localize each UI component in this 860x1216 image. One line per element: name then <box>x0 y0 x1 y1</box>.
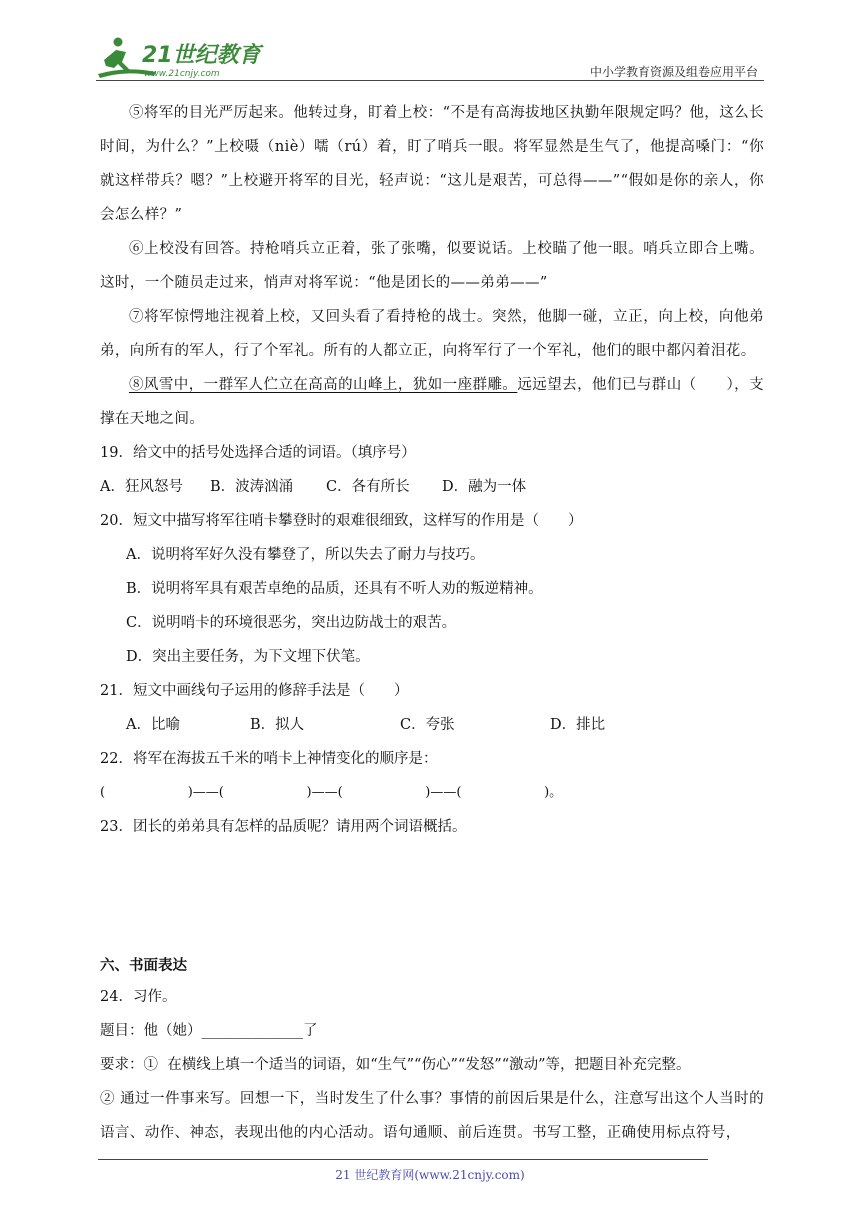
q19-option-a: A．狂风怒号 <box>100 479 183 495</box>
header-platform-text: 中小学教育资源及组卷应用平台 <box>589 65 758 79</box>
page-header <box>96 30 764 80</box>
q20-option-c: C．说明哨卡的环境很恶劣，突出边防战士的艰苦。 <box>126 615 457 631</box>
q19-option-c: C．各有所长 <box>326 479 410 495</box>
question-22: 22．将军在海拔五千米的哨卡上神情变化的顺序是： <box>100 751 438 767</box>
q21-option-a: A．比喻 <box>126 717 180 733</box>
q19-option-d: D．融为一体 <box>442 479 527 495</box>
header-divider <box>96 80 764 81</box>
requirement-2: ② 通过一件事来写。回想一下，当时发生了什么事？事情的前因后果是什么，注意写出这个人当时的语言、动作、神态，表现出他的内心活动。语句通顺、前后连贯。书写工整，正确使用标点符号， <box>100 1091 764 1141</box>
q21-option-b: B．拟人 <box>250 717 305 733</box>
passage-p7: ⑦将军惊愕地注视着上校，又回头看了看持枪的战士。突然，他脚一碰，立正，向上校，向他弟弟，向所有的军人，行了个军礼。所有的人都立正，向将军行了一个军礼，他们的眼中都闪着泪花。 <box>100 309 764 359</box>
q19-option-b: B．波涛汹涌 <box>210 479 294 495</box>
question-21: 21．短文中画线句子运用的修辞手法是（ ） <box>100 683 409 699</box>
main-content <box>100 96 764 844</box>
essay-topic: 题目：他（她）______________了 <box>100 1023 318 1039</box>
footer-divider <box>98 1159 708 1160</box>
q21-options <box>100 708 764 742</box>
logo-url: www.21cnjy.com <box>144 69 220 79</box>
passage-p6: ⑥上校没有回答。持枪哨兵立正着，张了张嘴，似要说话。上校瞄了他一眼。哨兵立即合上嘴。这时，一个随员走过来，悄声对将军说：“他是团长的——弟弟——” <box>100 241 764 291</box>
q20-option-a: A．说明将军好久没有攀登了，所以失去了耐力与技巧。 <box>126 547 485 563</box>
logo-21cnjy <box>96 36 266 80</box>
q20-option-b: B．说明将军具有艰苦卓绝的品质，还具有不听人劝的叛逆精神。 <box>126 581 543 597</box>
section-6-title: 六、书面表达 <box>100 958 187 974</box>
passage-p5: ⑤将军的目光严厉起来。他转过身，盯着上校：“不是有高海拔地区执勤年限规定吗？他，这么长时间，为什么？”上校嗫（niè）嚅（rú）着，盯了哨兵一眼。将军显然是生气了，他提高嗓门：“你就这样带兵？嗯？”上校避开将军的目光，轻声说：“这儿是艰苦，可总得——”“假如是你的亲人，你会怎么样？” <box>100 105 764 223</box>
underlined-sentence: ⑧风雪中，一群军人伫立在高高的山峰上，犹如一座群雕。 <box>129 377 518 393</box>
q19-options <box>100 470 764 504</box>
logo-title: 21世纪教育 <box>142 43 261 68</box>
requirement-1: 要求：① 在横线上填一个适当的词语，如“生气”“伤心”“发怒”“激动”等，把题目补充完整。 <box>100 1057 691 1073</box>
passage-p8-rest: 远远望去，他们已与群山（ ），支撑在天地之间。 <box>100 377 764 427</box>
q20-option-d: D．突出主要任务，为下文埋下伏笔。 <box>126 649 370 665</box>
q21-option-d: D．排比 <box>550 717 606 733</box>
question-20: 20．短文中描写将军往哨卡攀登时的艰难很细致，这样写的作用是（ ） <box>100 513 583 529</box>
q21-option-c: C．夸张 <box>400 717 455 733</box>
q22-blanks: ( )——( )——( )——( )。 <box>100 785 563 800</box>
question-23: 23．团长的弟弟具有怎样的品质呢？请用两个词语概括。 <box>100 819 467 835</box>
question-24: 24．习作。 <box>100 989 177 1005</box>
question-19: 19．给文中的括号处选择合适的词语。（填序号） <box>100 445 416 461</box>
section-6-content <box>100 980 764 1150</box>
passage-p8 <box>100 368 764 436</box>
footer-text: 21 世纪教育网(www.21cnjy.com) <box>335 1168 525 1182</box>
